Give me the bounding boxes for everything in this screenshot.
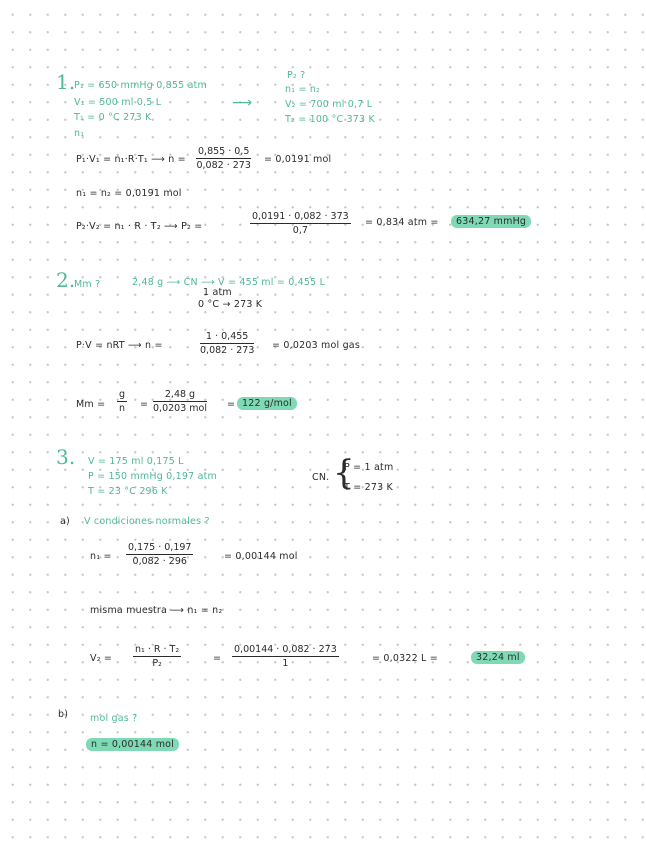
p3-a-eq3-fraction-1 <box>133 644 181 669</box>
p3-a-eq2: misma muestra ⟶ n₁ = n₂ <box>90 605 223 616</box>
arrow-icon: ⟶ <box>232 95 253 111</box>
p3-a-answer-highlight: 32,24 ml <box>471 651 525 664</box>
p3-b-label: b) <box>58 709 69 720</box>
p1-eq3-numerator: 0,0191 · 0,082 · 373 <box>252 211 349 222</box>
p3-a-label: a) <box>60 516 70 527</box>
p2-eq2-f1-denominator: n <box>119 403 126 414</box>
problem-3-number: 3. <box>56 445 76 469</box>
p3-a-eq1-result: = 0,00144 mol <box>224 551 298 562</box>
problem-1-number: 1. <box>56 70 76 94</box>
problem-2-number: 2. <box>56 268 76 292</box>
p2-answer-highlight: 122 g/mol <box>237 397 297 410</box>
p1-answer-highlight: 634,27 mmHg <box>451 215 531 228</box>
p1-eq3-fraction <box>250 211 351 236</box>
p3-cn-pressure: P = 1 atm <box>344 462 394 473</box>
p1-given-moles: n₁ <box>74 128 85 139</box>
p3-a-eq1-denominator: 0,082 · 296 <box>132 556 187 567</box>
p2-eq1-lhs: P·V = nRT ⟶ n = <box>76 340 163 351</box>
p3-cn-temperature: T = 273 K <box>344 482 393 493</box>
p1-given-moles-equal: n₁ = n₂ <box>285 84 321 95</box>
p3-b-question: mol gas ? <box>90 713 138 724</box>
p1-eq3-result: = 0,834 atm = <box>365 217 439 228</box>
p2-eq2-lhs: Mm = <box>76 399 106 410</box>
p2-eq2-f2-numerator: 2,48 g <box>153 389 207 402</box>
p3-b-answer-highlight: n = 0,00144 mol <box>86 738 179 751</box>
p2-condition-temperature: 0 °C → 273 K <box>198 299 263 310</box>
p3-cn-label: CN. <box>312 472 330 483</box>
p2-given-line: 2,48 g ⟶ CN ⟶ V = 455 ml = 0,455 L <box>132 277 326 288</box>
p1-given-volume: V₁ = 500 ml 0,5 L <box>74 97 162 108</box>
p1-eq1-fraction <box>196 146 251 171</box>
p2-condition-pressure: 1 atm <box>203 287 232 298</box>
p3-given-pressure: P = 150 mmHg 0,197 atm <box>88 471 217 482</box>
p1-eq3-denominator: 0,7 <box>292 225 308 236</box>
p1-eq1-numerator: 0,855 · 0,5 <box>198 146 250 157</box>
p2-eq1-numerator: 1 · 0,455 <box>200 331 254 344</box>
p3-a-eq3-f1-denominator: P₂ <box>152 658 162 669</box>
p3-a-question: V condiciones normales ? <box>84 516 210 527</box>
p1-eq1-lhs: P₁·V₁ = n₁·R·T₁ ⟶ n = <box>76 154 186 165</box>
p2-eq1-fraction <box>200 331 254 356</box>
p3-a-eq3-lhs: V₂ = <box>90 653 113 664</box>
p3-a-eq3-f1-numerator: n₁ · R · T₂ <box>135 644 180 655</box>
p2-eq2-equals: = <box>140 399 149 410</box>
brace-icon: { <box>333 453 355 493</box>
p1-eq2: n₁ = n₂ = 0,0191 mol <box>76 188 182 199</box>
p3-a-eq3-fraction-2 <box>232 644 339 669</box>
p3-given-temperature: T = 23 °C 296 K <box>88 486 168 497</box>
p2-eq2-fraction-1 <box>117 389 127 414</box>
p1-given-pressure: P₁ = 650 mmHg 0,855 atm <box>74 80 208 91</box>
p1-eq3-lhs: P₂·V₂ = n₁ · R · T₂ ⟶ P₂ = <box>76 221 203 232</box>
p3-given-volume: V = 175 ml 0,175 L <box>88 456 184 467</box>
p3-a-eq1-lhs: n₁ = <box>90 551 112 562</box>
p3-a-eq1-numerator: 0,175 · 0,197 <box>128 542 192 553</box>
p2-eq2-f1-numerator: g <box>119 389 126 400</box>
p1-eq1-result: = 0,0191 mol <box>264 154 332 165</box>
p3-a-eq3-result: = 0,0322 L = <box>372 653 438 664</box>
p2-eq2-f2-denominator: 0,0203 mol <box>153 403 207 414</box>
p2-eq2-equals-2: = <box>227 399 236 410</box>
p1-find: P₂ ? <box>287 70 306 81</box>
p3-a-eq3-equals: = <box>213 653 222 664</box>
p2-eq2-fraction-2 <box>153 389 207 414</box>
p2-eq1-denominator: 0,082 · 273 <box>200 345 255 356</box>
p3-a-eq3-f2-numerator: 0,00144 · 0,082 · 273 <box>234 644 337 655</box>
p1-given-temperature-2: T₂ = 100 °C 373 K <box>285 114 375 125</box>
p2-find: Mm ? <box>74 279 101 290</box>
p1-eq1-denominator: 0,082 · 273 <box>196 160 251 171</box>
p1-given-temperature: T₁ = 0 °C 273 K <box>74 112 152 123</box>
p2-eq1-result: = 0,0203 mol gas <box>272 340 360 351</box>
p1-given-volume-2: V₂ = 700 ml 0,7 L <box>285 99 373 110</box>
p3-a-eq3-f2-denominator: 1 <box>282 658 289 669</box>
p3-a-eq1-fraction <box>126 542 193 567</box>
